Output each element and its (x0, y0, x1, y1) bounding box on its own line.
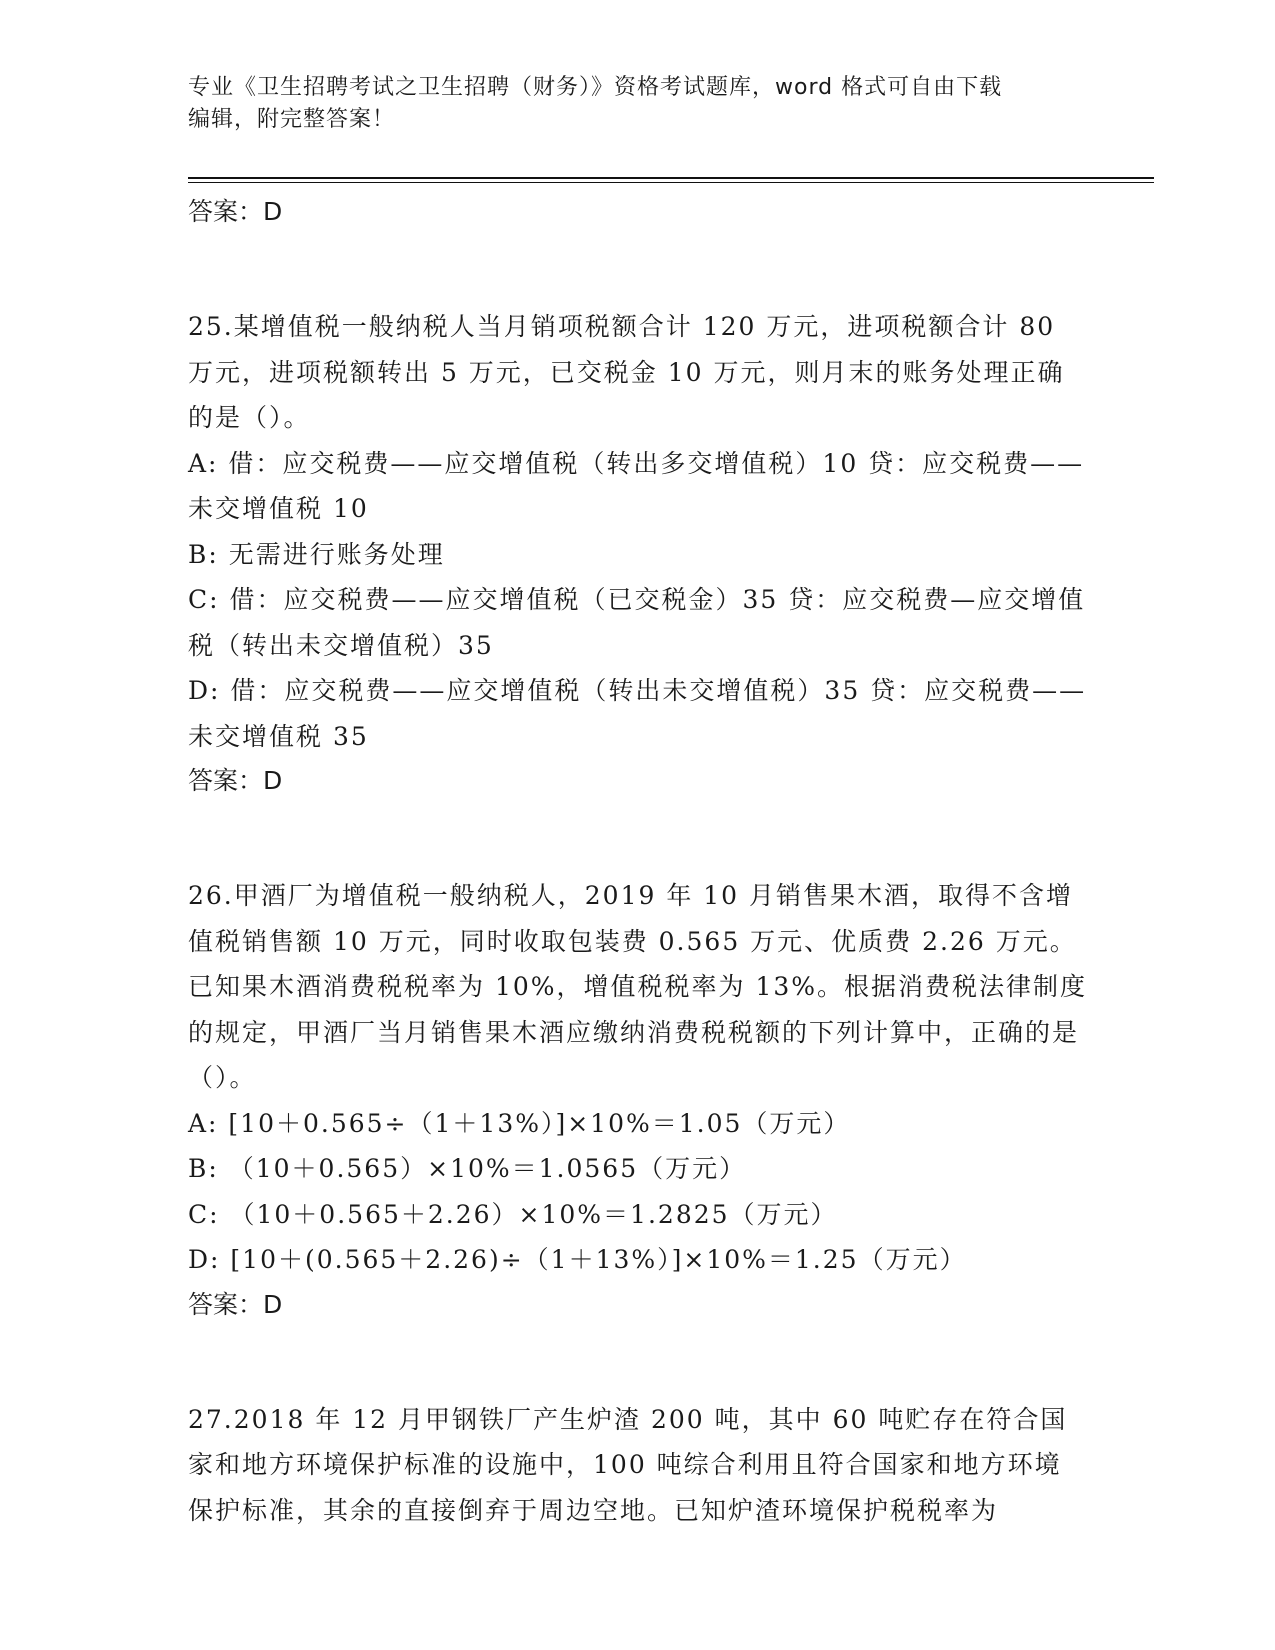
option-c: C: 借：应交税费——应交增值税（已交税金）35 贷：应交税费—应交增值税（转出未交增值税）35 (188, 585, 1086, 660)
option-d: D: 借：应交税费——应交增值税（转出未交增值税）35 贷：应交税费——未交增值税 35 (188, 676, 1087, 751)
answer-previous: 答案：D (188, 197, 283, 226)
option-d: D: [10＋(0.565＋2.26)÷（1＋13%）]×10%＝1.25（万元） (188, 1245, 967, 1274)
question-27 (188, 1397, 1088, 1534)
option-a: A: [10＋0.565÷（1＋13%）]×10%＝1.05（万元） (188, 1108, 851, 1138)
question-stem: 26.甲酒厂为增值税一般纳税人，2019 年 10 月销售果木酒，取得不含增值税销售额 10 万元，同时收取包装费 0.565 万元、优质费 2.26 万元。已知果木酒消费税税率为 10%，增值税税率为 13%。根据消费税法律制度的规定，甲酒厂当月销售果木酒应缴纳消费税税额的下列计算中，正确的是（）。 (188, 881, 1088, 1092)
header-rule-thin (188, 182, 1154, 183)
header-rule-thick (188, 177, 1154, 179)
question-gap (188, 803, 1088, 873)
option-b: B: （10＋0.565）×10%＝1.0565（万元） (188, 1154, 747, 1183)
page-header (188, 72, 1068, 136)
option-a: A: 借：应交税费——应交增值税（转出多交增值税）10 贷：应交税费——未交增值税 10 (188, 448, 1085, 523)
question-26 (188, 873, 1088, 1327)
header-line-1: 专业《卫生招聘考试之卫生招聘（财务）》资格考试题库，word 格式可自由下载 (188, 75, 1003, 100)
answer: 答案：D (188, 1289, 283, 1319)
header-line-2: 编辑，附完整答案！ (188, 107, 396, 132)
question-25 (188, 304, 1088, 803)
question-gap (188, 1327, 1088, 1397)
question-stem: 25.某增值税一般纳税人当月销项税额合计 120 万元，进项税额合计 80 万元，进项税额转出 5 万元，已交税金 10 万元，则月末的账务处理正确的是（）。 (188, 312, 1065, 432)
question-stem: 27.2018 年 12 月甲钢铁厂产生炉渣 200 吨，其中 60 吨贮存在符合国家和地方环境保护标准的设施中，100 吨综合利用且符合国家和地方环境保护标准，其余的直接倒弃于周边空地。已知炉渣环境保护税税率为 (188, 1404, 1068, 1525)
question-gap (188, 234, 1088, 304)
option-c: C: （10＋0.565＋2.26）×10%＝1.2825（万元） (188, 1199, 838, 1229)
answer: 答案：D (188, 766, 283, 795)
option-b: B: 无需进行账务处理 (188, 539, 445, 569)
page-content (188, 190, 1088, 1533)
